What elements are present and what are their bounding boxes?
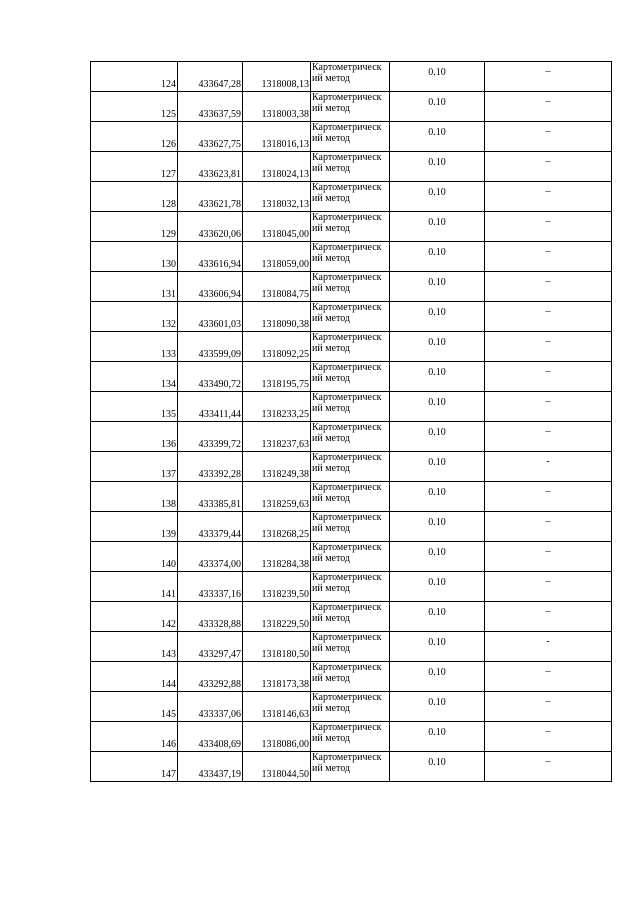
note-cell: –: [485, 542, 612, 572]
table-row: [91, 512, 612, 542]
y-coordinate-cell: 1318086,00: [243, 722, 311, 752]
point-number-cell: 131: [91, 272, 178, 302]
point-number-cell: 141: [91, 572, 178, 602]
accuracy-cell: 0.10: [390, 122, 485, 152]
y-coordinate-cell: 1318233,25: [243, 392, 311, 422]
point-number-cell: 127: [91, 152, 178, 182]
accuracy-cell: 0.10: [390, 482, 485, 512]
x-coordinate-cell: 433385,81: [178, 482, 243, 512]
method-cell: Картометрическ ий метод: [311, 62, 390, 92]
note-cell: –: [485, 332, 612, 362]
x-coordinate-cell: 433337,16: [178, 572, 243, 602]
y-coordinate-cell: 1318229,50: [243, 602, 311, 632]
x-coordinate-cell: 433392,28: [178, 452, 243, 482]
table-body: [91, 62, 612, 782]
point-number-cell: 126: [91, 122, 178, 152]
y-coordinate-cell: 1318268,25: [243, 512, 311, 542]
x-coordinate-cell: 433437,19: [178, 752, 243, 782]
note-cell: –: [485, 692, 612, 722]
point-number-cell: 140: [91, 542, 178, 572]
table-row: [91, 152, 612, 182]
y-coordinate-cell: 1318024,13: [243, 152, 311, 182]
coordinates-table: [90, 61, 612, 782]
x-coordinate-cell: 433379,44: [178, 512, 243, 542]
method-cell: Картометрическ ий метод: [311, 692, 390, 722]
y-coordinate-cell: 1318249,38: [243, 452, 311, 482]
method-cell: Картометрическ ий метод: [311, 512, 390, 542]
method-cell: Картометрическ ий метод: [311, 272, 390, 302]
note-cell: –: [485, 512, 612, 542]
accuracy-cell: 0.10: [390, 422, 485, 452]
note-cell: –: [485, 602, 612, 632]
method-cell: Картометрическ ий метод: [311, 422, 390, 452]
accuracy-cell: 0.10: [390, 722, 485, 752]
accuracy-cell: 0.10: [390, 332, 485, 362]
point-number-cell: 136: [91, 422, 178, 452]
point-number-cell: 143: [91, 632, 178, 662]
y-coordinate-cell: 1318284,38: [243, 542, 311, 572]
x-coordinate-cell: 433328,88: [178, 602, 243, 632]
method-cell: Картометрическ ий метод: [311, 242, 390, 272]
y-coordinate-cell: 1318045,00: [243, 212, 311, 242]
note-cell: –: [485, 722, 612, 752]
table-row: [91, 272, 612, 302]
point-number-cell: 142: [91, 602, 178, 632]
method-cell: Картометрическ ий метод: [311, 392, 390, 422]
method-cell: Картометрическ ий метод: [311, 602, 390, 632]
table-row: [91, 752, 612, 782]
accuracy-cell: 0.10: [390, 602, 485, 632]
table-row: [91, 302, 612, 332]
point-number-cell: 132: [91, 302, 178, 332]
point-number-cell: 133: [91, 332, 178, 362]
y-coordinate-cell: 1318195,75: [243, 362, 311, 392]
point-number-cell: 147: [91, 752, 178, 782]
point-number-cell: 130: [91, 242, 178, 272]
note-cell: –: [485, 152, 612, 182]
table-row: [91, 722, 612, 752]
accuracy-cell: 0.10: [390, 272, 485, 302]
point-number-cell: 146: [91, 722, 178, 752]
point-number-cell: 124: [91, 62, 178, 92]
table-row: [91, 662, 612, 692]
point-number-cell: 137: [91, 452, 178, 482]
method-cell: Картометрическ ий метод: [311, 92, 390, 122]
table-row: [91, 212, 612, 242]
x-coordinate-cell: 433647,28: [178, 62, 243, 92]
table-row: [91, 602, 612, 632]
accuracy-cell: 0.10: [390, 242, 485, 272]
x-coordinate-cell: 433599,09: [178, 332, 243, 362]
accuracy-cell: 0.10: [390, 572, 485, 602]
x-coordinate-cell: 433623,81: [178, 152, 243, 182]
table-row: [91, 392, 612, 422]
accuracy-cell: 0.10: [390, 152, 485, 182]
point-number-cell: 139: [91, 512, 178, 542]
x-coordinate-cell: 433399,72: [178, 422, 243, 452]
method-cell: Картометрическ ий метод: [311, 752, 390, 782]
note-cell: –: [485, 212, 612, 242]
note-cell: -: [485, 632, 612, 662]
x-coordinate-cell: 433297,47: [178, 632, 243, 662]
note-cell: –: [485, 752, 612, 782]
table-row: [91, 62, 612, 92]
y-coordinate-cell: 1318237,63: [243, 422, 311, 452]
table-row: [91, 572, 612, 602]
x-coordinate-cell: 433337,06: [178, 692, 243, 722]
accuracy-cell: 0.10: [390, 632, 485, 662]
y-coordinate-cell: 1318090,38: [243, 302, 311, 332]
accuracy-cell: 0.10: [390, 92, 485, 122]
point-number-cell: 134: [91, 362, 178, 392]
accuracy-cell: 0.10: [390, 392, 485, 422]
method-cell: Картометрическ ий метод: [311, 122, 390, 152]
accuracy-cell: 0.10: [390, 212, 485, 242]
method-cell: Картометрическ ий метод: [311, 362, 390, 392]
method-cell: Картометрическ ий метод: [311, 662, 390, 692]
y-coordinate-cell: 1318239,50: [243, 572, 311, 602]
accuracy-cell: 0.10: [390, 512, 485, 542]
note-cell: –: [485, 122, 612, 152]
x-coordinate-cell: 433621,78: [178, 182, 243, 212]
y-coordinate-cell: 1318008,13: [243, 62, 311, 92]
method-cell: Картометрическ ий метод: [311, 572, 390, 602]
table-row: [91, 632, 612, 662]
point-number-cell: 128: [91, 182, 178, 212]
y-coordinate-cell: 1318003,38: [243, 92, 311, 122]
method-cell: Картометрическ ий метод: [311, 452, 390, 482]
note-cell: –: [485, 572, 612, 602]
method-cell: Картометрическ ий метод: [311, 212, 390, 242]
method-cell: Картометрическ ий метод: [311, 182, 390, 212]
method-cell: Картометрическ ий метод: [311, 542, 390, 572]
method-cell: Картометрическ ий метод: [311, 632, 390, 662]
y-coordinate-cell: 1318092,25: [243, 332, 311, 362]
accuracy-cell: 0.10: [390, 692, 485, 722]
accuracy-cell: 0.10: [390, 542, 485, 572]
y-coordinate-cell: 1318146,63: [243, 692, 311, 722]
point-number-cell: 138: [91, 482, 178, 512]
y-coordinate-cell: 1318044,50: [243, 752, 311, 782]
x-coordinate-cell: 433601,03: [178, 302, 243, 332]
note-cell: –: [485, 242, 612, 272]
table-row: [91, 242, 612, 272]
note-cell: –: [485, 272, 612, 302]
accuracy-cell: 0.10: [390, 62, 485, 92]
table-row: [91, 692, 612, 722]
y-coordinate-cell: 1318259,63: [243, 482, 311, 512]
note-cell: –: [485, 662, 612, 692]
accuracy-cell: 0.10: [390, 452, 485, 482]
note-cell: –: [485, 422, 612, 452]
point-number-cell: 129: [91, 212, 178, 242]
point-number-cell: 144: [91, 662, 178, 692]
method-cell: Картометрическ ий метод: [311, 722, 390, 752]
x-coordinate-cell: 433411,44: [178, 392, 243, 422]
table-row: [91, 182, 612, 212]
point-number-cell: 125: [91, 92, 178, 122]
table-row: [91, 452, 612, 482]
x-coordinate-cell: 433616,94: [178, 242, 243, 272]
point-number-cell: 145: [91, 692, 178, 722]
method-cell: Картометрическ ий метод: [311, 332, 390, 362]
method-cell: Картометрическ ий метод: [311, 152, 390, 182]
table-row: [91, 482, 612, 512]
y-coordinate-cell: 1318180,50: [243, 632, 311, 662]
y-coordinate-cell: 1318173,38: [243, 662, 311, 692]
table-row: [91, 542, 612, 572]
method-cell: Картометрическ ий метод: [311, 302, 390, 332]
y-coordinate-cell: 1318032,13: [243, 182, 311, 212]
table-row: [91, 122, 612, 152]
note-cell: –: [485, 482, 612, 512]
table-row: [91, 362, 612, 392]
note-cell: –: [485, 302, 612, 332]
x-coordinate-cell: 433490,72: [178, 362, 243, 392]
y-coordinate-cell: 1318084,75: [243, 272, 311, 302]
table-row: [91, 92, 612, 122]
x-coordinate-cell: 433408,69: [178, 722, 243, 752]
accuracy-cell: 0.10: [390, 302, 485, 332]
note-cell: –: [485, 392, 612, 422]
y-coordinate-cell: 1318059,00: [243, 242, 311, 272]
note-cell: -: [485, 452, 612, 482]
note-cell: –: [485, 182, 612, 212]
note-cell: –: [485, 62, 612, 92]
x-coordinate-cell: 433374,00: [178, 542, 243, 572]
x-coordinate-cell: 433606,94: [178, 272, 243, 302]
table-row: [91, 332, 612, 362]
x-coordinate-cell: 433637,59: [178, 92, 243, 122]
method-cell: Картометрическ ий метод: [311, 482, 390, 512]
point-number-cell: 135: [91, 392, 178, 422]
table-row: [91, 422, 612, 452]
accuracy-cell: 0.10: [390, 182, 485, 212]
x-coordinate-cell: 433627,75: [178, 122, 243, 152]
accuracy-cell: 0.10: [390, 662, 485, 692]
x-coordinate-cell: 433620,06: [178, 212, 243, 242]
note-cell: –: [485, 362, 612, 392]
x-coordinate-cell: 433292,88: [178, 662, 243, 692]
accuracy-cell: 0.10: [390, 752, 485, 782]
y-coordinate-cell: 1318016,13: [243, 122, 311, 152]
accuracy-cell: 0.10: [390, 362, 485, 392]
note-cell: –: [485, 92, 612, 122]
